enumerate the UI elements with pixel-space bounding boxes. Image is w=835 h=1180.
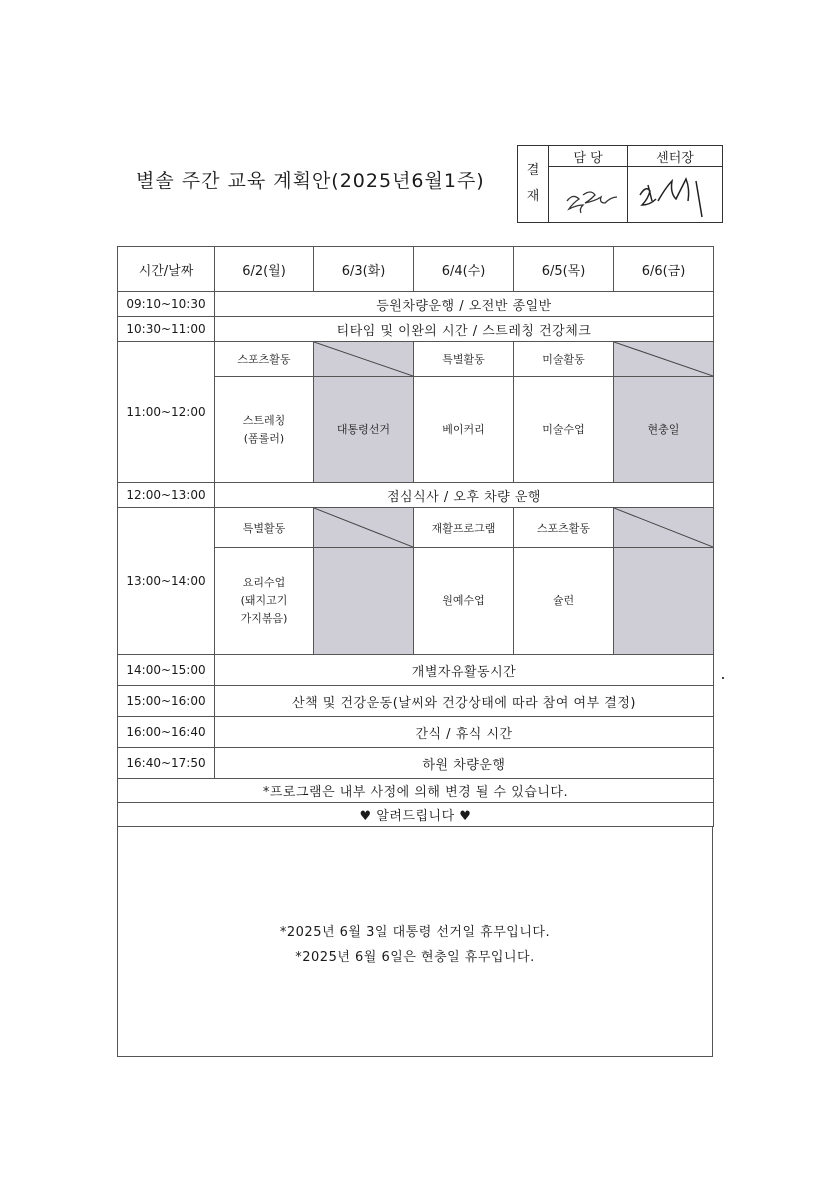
blank-cell bbox=[614, 508, 714, 548]
approval-side-top: 결 bbox=[526, 163, 540, 178]
activity-cell: 베이커리 bbox=[414, 377, 514, 483]
activity-cell: 하원 차량운행 bbox=[215, 748, 714, 779]
activity-line: (돼지고기 bbox=[240, 594, 288, 607]
notice-line: *2025년 6월 3일 대통령 선거일 휴무입니다. bbox=[279, 925, 551, 940]
blank-cell bbox=[314, 342, 414, 377]
category-cell: 미술활동 bbox=[514, 342, 614, 377]
category-cell: 스포츠활동 bbox=[514, 508, 614, 548]
page-title: 별솔 주간 교육 계획안(2025년6월1주) bbox=[136, 170, 485, 192]
weekly-schedule-table bbox=[117, 246, 714, 827]
header-mon: 6/2(월) bbox=[215, 247, 314, 292]
notice-title: ♥ 알려드립니다 ♥ bbox=[118, 803, 714, 827]
signature-icon bbox=[628, 167, 722, 222]
activity-cell: 개별자유활동시간 bbox=[215, 655, 714, 686]
activity-cell: 등원차량운행 / 오전반 종일반 bbox=[215, 292, 714, 317]
activity-cell: 산책 및 건강운동(날씨와 건강상태에 따라 참여 여부 결정) bbox=[215, 686, 714, 717]
time-cell: 16:40~17:50 bbox=[118, 748, 215, 779]
activity-line: 가지볶음) bbox=[240, 612, 288, 625]
header-thu: 6/5(목) bbox=[514, 247, 614, 292]
category-cell: 스포츠활동 bbox=[215, 342, 314, 377]
time-cell: 09:10~10:30 bbox=[118, 292, 215, 317]
activity-cell: 미술수업 bbox=[514, 377, 614, 483]
notice-line: *2025년 6월 6일은 현충일 휴무입니다. bbox=[295, 950, 535, 965]
approval-side-bottom: 재 bbox=[526, 189, 540, 204]
header-tue: 6/3(화) bbox=[314, 247, 414, 292]
header-time-date: 시간/날짜 bbox=[118, 247, 215, 292]
notice-box bbox=[117, 826, 713, 1057]
diagonal-line-icon bbox=[614, 342, 713, 376]
activity-line: (폼롤러) bbox=[243, 431, 285, 445]
activity-cell: 원예수업 bbox=[414, 548, 514, 655]
activity-cell: 티타임 및 이완의 시간 / 스트레칭 건강체크 bbox=[215, 317, 714, 342]
manager-signature bbox=[549, 167, 628, 223]
activity-cell bbox=[215, 548, 314, 655]
time-cell: 13:00~14:00 bbox=[118, 508, 215, 655]
category-cell: 재활프로그램 bbox=[414, 508, 514, 548]
activity-line: 스트레칭 bbox=[242, 413, 286, 427]
header-fri: 6/6(금) bbox=[614, 247, 714, 292]
activity-cell: 점심식사 / 오후 차량 운행 bbox=[215, 483, 714, 508]
diagonal-line-icon bbox=[314, 342, 413, 376]
diagonal-line-icon bbox=[314, 508, 413, 547]
activity-cell: 슐런 bbox=[514, 548, 614, 655]
diagonal-line-icon bbox=[614, 508, 713, 547]
footnote: *프로그램은 내부 사정에 의해 변경 될 수 있습니다. bbox=[118, 779, 714, 803]
approval-box bbox=[517, 145, 723, 223]
holiday-cell: 대통령선거 bbox=[314, 377, 414, 483]
activity-cell: 간식 / 휴식 시간 bbox=[215, 717, 714, 748]
approval-side-label bbox=[518, 146, 549, 223]
category-cell: 특별활동 bbox=[414, 342, 514, 377]
activity-line: 요리수업 bbox=[242, 576, 286, 589]
holiday-cell bbox=[314, 548, 414, 655]
blank-cell bbox=[314, 508, 414, 548]
signature-icon bbox=[549, 167, 627, 222]
holiday-cell bbox=[614, 548, 714, 655]
director-signature bbox=[628, 167, 723, 223]
category-cell: 특별활동 bbox=[215, 508, 314, 548]
time-cell: 16:00~16:40 bbox=[118, 717, 215, 748]
time-cell: 15:00~16:00 bbox=[118, 686, 215, 717]
time-cell: 14:00~15:00 bbox=[118, 655, 215, 686]
time-cell: 10:30~11:00 bbox=[118, 317, 215, 342]
activity-cell bbox=[215, 377, 314, 483]
holiday-cell: 현충일 bbox=[614, 377, 714, 483]
time-cell: 12:00~13:00 bbox=[118, 483, 215, 508]
blank-cell bbox=[614, 342, 714, 377]
approval-col-manager: 담 당 bbox=[549, 146, 628, 167]
time-cell: 11:00~12:00 bbox=[118, 342, 215, 483]
scan-speck bbox=[722, 677, 724, 679]
header-wed: 6/4(수) bbox=[414, 247, 514, 292]
approval-col-director: 센터장 bbox=[628, 146, 723, 167]
